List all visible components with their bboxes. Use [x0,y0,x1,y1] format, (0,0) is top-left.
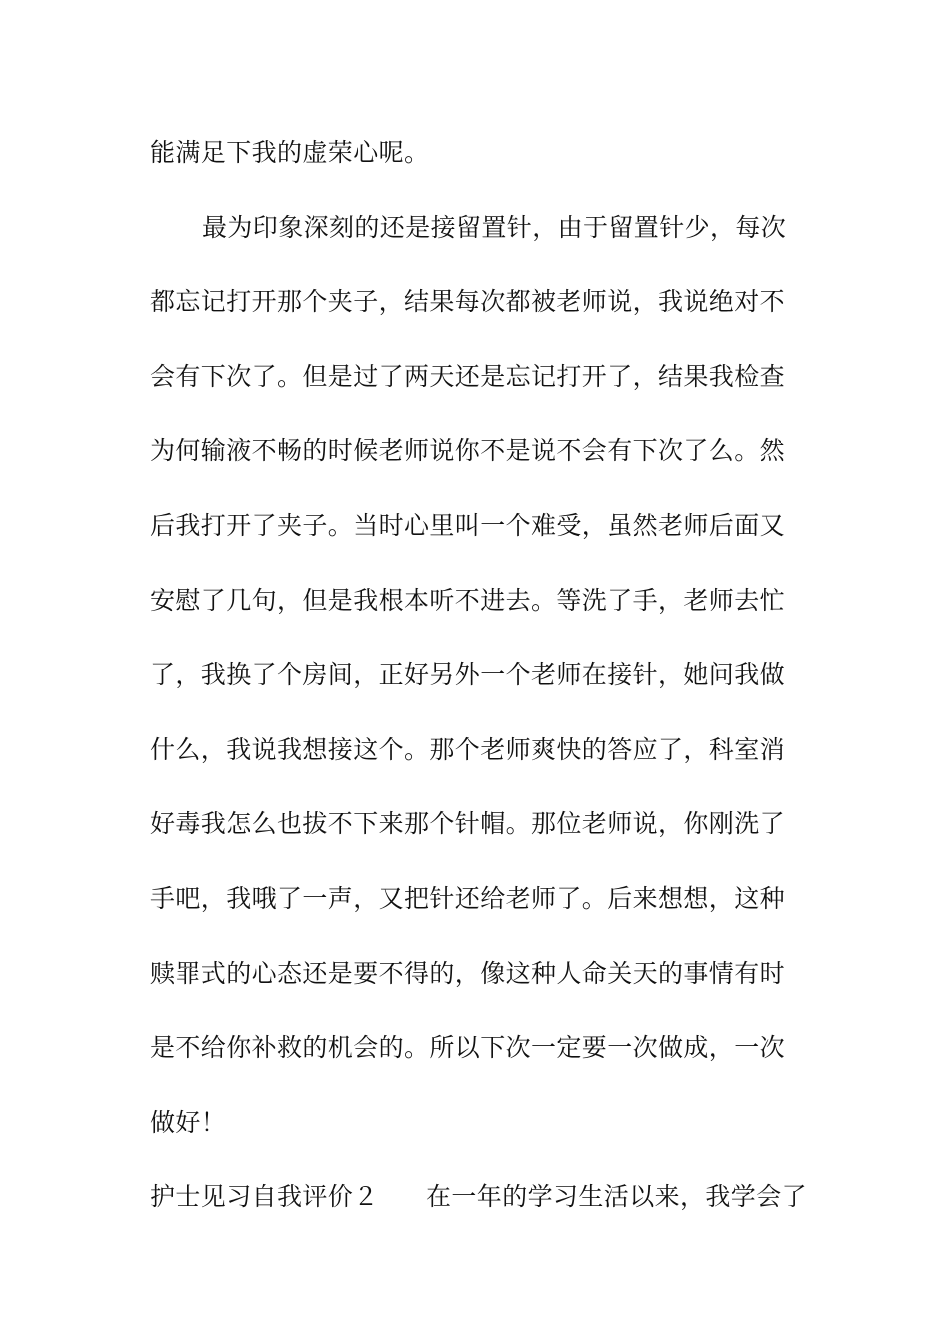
section-first-line: 在一年的学习生活以来，我学会了 [426,1182,808,1212]
paragraph-line: 什么，我说我想接这个。那个老师爽快的答应了，科室消 [150,734,786,764]
section-heading-line [150,1172,810,1222]
paragraph-line: 了，我换了个房间，正好另外一个老师在接针，她问我做 [150,660,786,690]
section-title: 护士见习自我评价２ [150,1182,379,1212]
paragraph-line: 手吧，我哦了一声，又把针还给老师了。后来想想，这种 [150,883,786,913]
paragraph-line: 都忘记打开那个夹子，结果每次都被老师说，我说绝对不 [150,287,786,317]
paragraph-line: 后我打开了夹子。当时心里叫一个难受，虽然老师后面又 [150,510,786,540]
paragraph-line: 为何输液不畅的时候老师说你不是说不会有下次了么。然 [150,436,786,466]
paragraph-line: 安慰了几句，但是我根本听不进去。等洗了手，老师去忙 [150,585,786,615]
paragraph-line: 做好！ [150,1107,227,1137]
paragraph-line: 会有下次了。但是过了两天还是忘记打开了，结果我检查 [150,361,786,391]
paragraph-line: 是不给你补救的机会的。所以下次一定要一次做成，一次 [150,1033,786,1063]
paragraph-line: 能满足下我的虚荣心呢。 [150,138,430,167]
paragraph-line: 最为印象深刻的还是接留置针，由于留置针少，每次 [202,212,787,242]
paragraph-line: 赎罪式的心态还是要不得的，像这种人命关天的事情有时 [150,958,786,988]
text-column [150,128,810,1222]
paragraph-line: 好毒我怎么也拔不下来那个针帽。那位老师说，你刚洗了 [150,809,786,839]
